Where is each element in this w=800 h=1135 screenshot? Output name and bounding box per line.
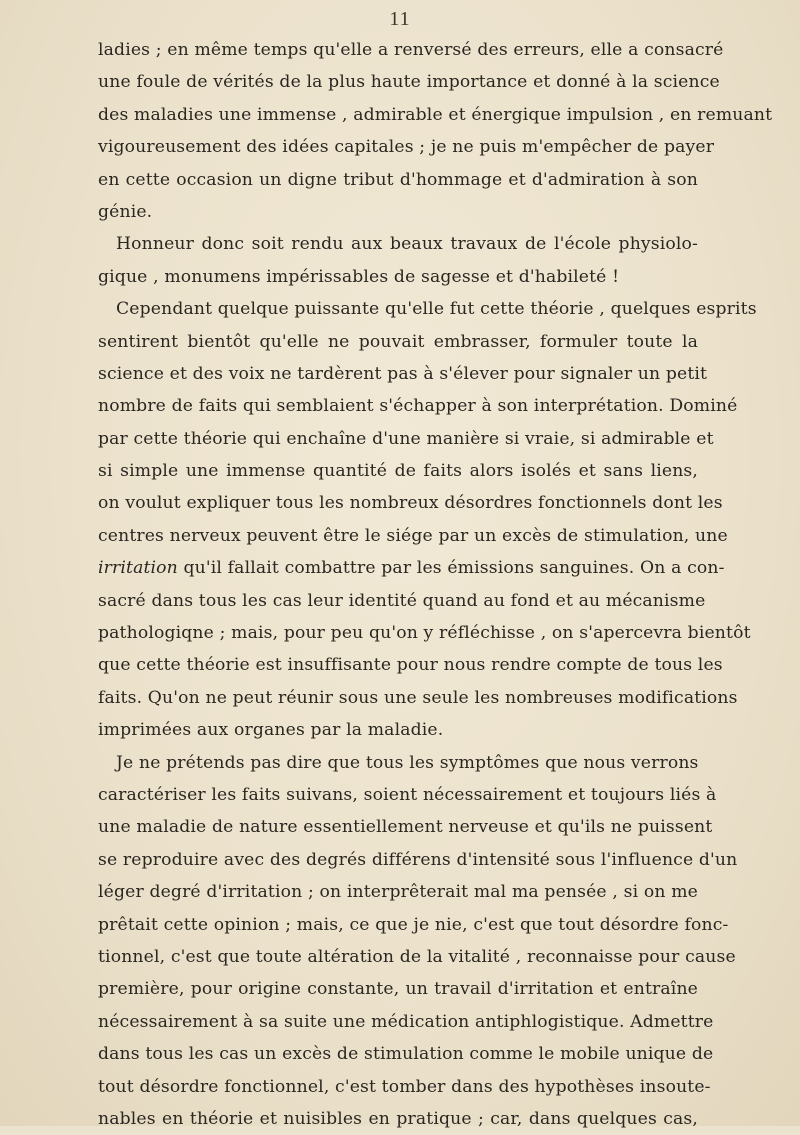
text-line: en cette occasion un digne tribut d'hommage et d'admiration à son — [98, 169, 698, 190]
text-line: pathologiqne ; mais, pour peu qu'on y réfléchisse , on s'apercevra bientôt — [98, 623, 751, 644]
text-line: une maladie de nature essentiellement nerveuse et qu'ils ne puissent — [98, 817, 713, 838]
text-line: centres nerveux peuvent être le siége par un excès de stimulation, une — [98, 525, 728, 546]
text-line: que cette théorie est insuffisante pour nous rendre compte de tous les — [98, 655, 723, 676]
text-line: irritation qu'il fallait combattre par les émissions sanguines. On a con- — [98, 558, 725, 579]
text-line: sentirent bientôt qu'elle ne pouvait embrasser, formuler toute la — [98, 331, 698, 352]
text-line: par cette théorie qui enchaîne d'une manière si vraie, si admirable et — [98, 428, 714, 449]
text-line: imprimées aux organes par la maladie. — [98, 720, 444, 741]
body-text — [98, 34, 773, 1135]
text-line: une foule de vérités de la plus haute importance et donné à la science — [98, 72, 720, 93]
text-line: faits. Qu'on ne peut réunir sous une seule les nombreuses modifications — [98, 687, 738, 708]
text-line: tout désordre fonctionnel, c'est tomber dans des hypothèses insoute- — [98, 1076, 711, 1097]
text-line: Cependant quelque puissante qu'elle fut cette théorie , quelques esprits — [116, 299, 757, 320]
text-line: des maladies une immense , admirable et énergique impulsion , en remuant — [98, 104, 773, 125]
text-line: Je ne prétends pas dire que tous les symptômes que nous verrons — [116, 752, 699, 773]
text-line: tionnel, c'est que toute altération de la vitalité , reconnaisse pour cause — [98, 946, 736, 967]
text-line: première, pour origine constante, un travail d'irritation et entraîne — [98, 979, 698, 1000]
text-line: gique , monumens impérissables de sagesse et d'habileté ! — [98, 266, 620, 287]
text-line: Honneur donc soit rendu aux beaux travaux de l'école physiolo- — [116, 234, 698, 255]
text-line: vigoureusement des idées capitales ; je ne puis m'empêcher de payer — [98, 137, 715, 158]
text-line: sacré dans tous les cas leur identité quand au fond et au mécanisme — [98, 590, 706, 611]
text-line: se reproduire avec des degrés différens d'intensité sous l'influence d'un — [98, 849, 738, 870]
text-line: nécessairement à sa suite une médication antiphlogistique. Admettre — [98, 1011, 714, 1032]
text-line: nables en théorie et nuisibles en pratique ; car, dans quelques cas, — [98, 1108, 698, 1129]
text-line: génie. — [98, 201, 153, 222]
text-line: science et des voix ne tardèrent pas à s'élever pour signaler un petit — [98, 363, 708, 384]
text-line: dans tous les cas un excès de stimulation comme le mobile unique de — [98, 1044, 714, 1065]
text-line: léger degré d'irritation ; on interprêterait mal ma pensée , si on me — [98, 882, 698, 903]
text-line: on voulut expliquer tous les nombreux désordres fonctionnels dont les — [98, 493, 723, 514]
text-line: caractériser les faits suivans, soient nécessairement et toujours liés à — [98, 784, 717, 805]
italic-term: irritation — [98, 558, 178, 579]
text-line: prêtait cette opinion ; mais, ce que je nie, c'est que tout désordre fonc- — [98, 914, 729, 935]
text-line: ladies ; en même temps qu'elle a renversé des erreurs, elle a consacré — [98, 40, 724, 60]
text-line: nombre de faits qui semblaient s'échapper à son interprétation. Dominé — [98, 396, 738, 417]
text-line: si simple une immense quantité de faits alors isolés et sans liens, — [98, 461, 698, 482]
page-number: 11 — [389, 8, 411, 30]
